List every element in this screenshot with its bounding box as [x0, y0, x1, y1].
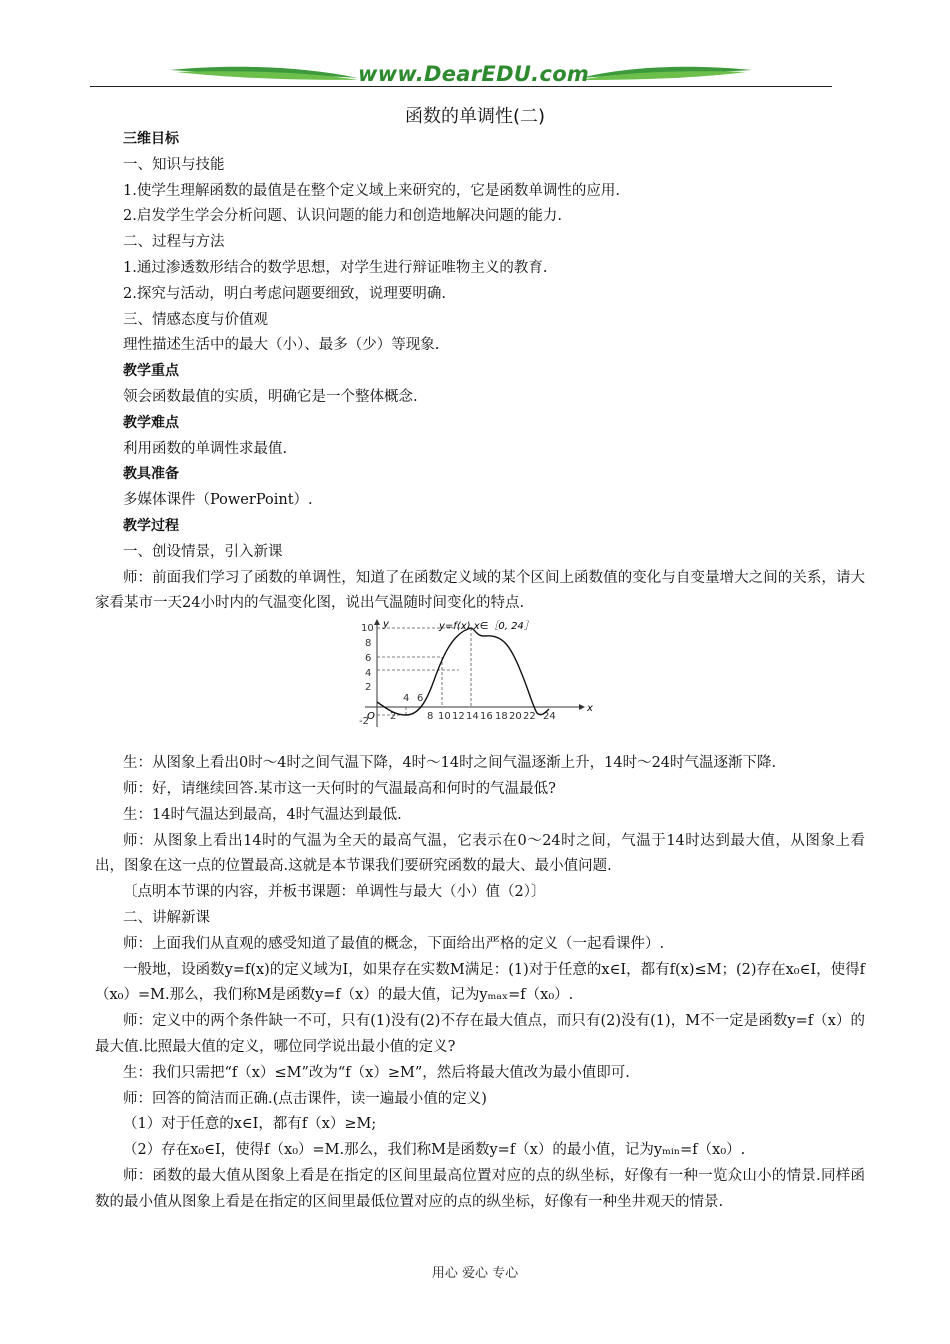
- text-line: 多媒体课件（PowerPoint）.: [123, 492, 313, 509]
- dialogue-paragraph: 生：14时气温达到最高，4时气温达到最低.: [123, 806, 402, 823]
- y-axis-label: y: [383, 619, 389, 631]
- equation-label: y=f(x),x∈［0, 24］: [439, 621, 534, 633]
- y-tick-label: -2: [359, 716, 369, 728]
- x-tick-label: 10: [438, 711, 451, 723]
- dialogue-paragraph: 生：我们只需把“f（x）≤M”改为“f（x）≥M”，然后将最大值改为最小值即可.: [123, 1064, 630, 1081]
- x-tick-label: 16: [480, 711, 493, 723]
- x-tick-label: 6: [417, 693, 424, 705]
- definition-item: （2）存在x₀∈I，使得f（x₀）=M.那么，我们称M是函数y=f（x）的最小值，记为yₘᵢₙ=f（x₀）.: [123, 1142, 746, 1159]
- section-heading: 教具准备: [123, 466, 179, 483]
- text-line: 一、知识与技能: [123, 156, 225, 173]
- text-line: 2.启发学生学会分析问题、认识问题的能力和创造地解决问题的能力.: [123, 208, 562, 225]
- text-line: 1.使学生理解函数的最值是在整个定义域上来研究的，它是函数单调性的应用.: [123, 182, 620, 199]
- dialogue-paragraph: 师：回答的简洁而正确.(点击课件，读一遍最小值的定义): [123, 1090, 487, 1107]
- header-rule: [90, 86, 832, 87]
- x-axis-arrow-icon: [579, 704, 585, 710]
- logo-text[interactable]: www.DearEDU.com: [358, 62, 590, 86]
- x-tick-label: 2: [390, 711, 397, 723]
- dialogue-paragraph: 师：好，请继续回答.某市这一天何时的气温最高和何时的气温最低?: [123, 780, 556, 797]
- origin-label: O: [367, 711, 375, 723]
- definition-item: （1）对于任意的x∈I，都有f（x）≥M;: [123, 1116, 377, 1133]
- dialogue-paragraph: 二、讲解新课: [123, 909, 210, 926]
- section-heading: 教学过程: [123, 517, 179, 534]
- text-line: 1.通过渗透数形结合的数学思想，对学生进行辩证唯物主义的教育.: [123, 259, 548, 276]
- definition-paragraph: 一般地，设函数y=f(x)的定义域为I，如果存在实数M满足：(1)对于任意的x∈I，都有f(x)≤M；(2)存在x₀∈I，使得f（x₀）=M.那么，我们称M是函数y=f（x）的最大值，记为yₘₐₓ=f（x₀）.: [95, 961, 865, 1004]
- x-tick-label: 22: [523, 711, 536, 723]
- section-heading: 三维目标: [123, 131, 179, 147]
- temperature-graph: [359, 617, 599, 751]
- x-tick-label: 20: [509, 711, 522, 723]
- section-heading: 教学难点: [123, 414, 179, 431]
- dialogue-paragraph: 师：上面我们从直观的感受知道了最值的概念，下面给出严格的定义（一起看课件）.: [123, 935, 665, 952]
- document-body: [95, 127, 865, 1215]
- x-tick-label: 14: [466, 711, 479, 723]
- text-line: 2.探究与活动，明白考虑问题要细致，说理要明确.: [123, 285, 446, 302]
- y-tick-label: 10: [361, 623, 374, 635]
- dialogue-paragraph: 师：定义中的两个条件缺一不可，只有(1)没有(2)不存在最大值点，而只有(2)没有(1)，M不一定是函数y=f（x）的最大值.比照最大值的定义，哪位同学说出最小值的定义?: [95, 1013, 865, 1055]
- section-heading: 教学重点: [123, 363, 179, 380]
- x-tick-label: 18: [495, 711, 508, 723]
- paragraph-intro: 师：前面我们学习了函数的单调性，知道了在函数定义域的某个区间上函数值的变化与自变量增大之间的关系，请大家看某市一天24小时内的气温变化图，说出气温随时间变化的特点.: [95, 569, 865, 612]
- y-tick-label: 8: [365, 638, 372, 650]
- text-line: 三、情感态度与价值观: [123, 311, 268, 328]
- x-tick-label: 24: [543, 711, 556, 723]
- y-tick-label: 2: [365, 682, 372, 694]
- text-line: 一、创设情景，引入新课: [123, 543, 283, 560]
- y-tick-label: 6: [365, 653, 372, 665]
- y-tick-label: 4: [365, 668, 372, 680]
- dialogue-paragraph: 〔点明本节课的内容，并板书课题：单调性与最大（小）值（2）〕: [123, 884, 546, 901]
- x-tick-label: 8: [427, 711, 434, 723]
- text-line: 理性描述生活中的最大（小）、最多（少）等现象.: [123, 337, 440, 354]
- text-line: 利用函数的单调性求最值.: [123, 440, 288, 457]
- page-footer: 用心 爱心 专心: [431, 1266, 519, 1281]
- x-axis-label: x: [587, 703, 593, 715]
- text-line: 二、过程与方法: [123, 234, 225, 251]
- temperature-graph-figure: [123, 617, 865, 751]
- page-title: 函数的单调性(二): [404, 106, 546, 127]
- dialogue-paragraph: 师：函数的最大值从图象上看是在指定的区间里最高位置对应的点的纵坐标，好像有一种一览众山小的情景.同样函数的最小值从图象上看是在指定的区间里最低位置对应的点的纵坐标，好像有一种坐井观天的情景.: [95, 1167, 865, 1210]
- x-tick-label: 12: [452, 711, 465, 723]
- y-axis-arrow-icon: [374, 619, 380, 625]
- dialogue-paragraph: 师：从图象上看出14时的气温为全天的最高气温，它表示在0～24时之间，气温于14时达到最大值，从图象上看出，图象在这一点的位置最高.这就是本节课我们要研究函数的最大、最小值问题.: [95, 832, 865, 875]
- dialogue-paragraph: 生：从图象上看出0时～4时之间气温下降，4时～14时之间气温逐渐上升，14时～24时气温逐渐下降.: [123, 755, 777, 772]
- x-tick-label: 4: [403, 693, 410, 705]
- text-line: 领会函数最值的实质，明确它是一个整体概念.: [123, 388, 418, 405]
